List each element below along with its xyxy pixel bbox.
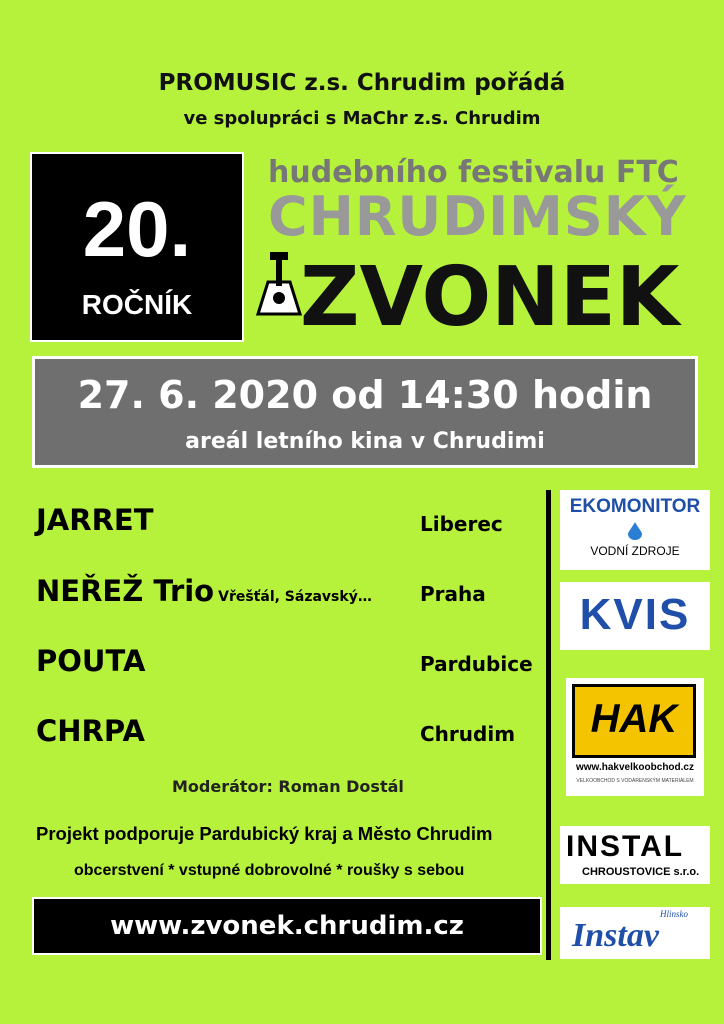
water-drop-icon	[628, 522, 642, 540]
organizer-text: PROMUSIC z.s. Chrudim pořádá	[158, 70, 566, 96]
edition-box	[30, 152, 244, 342]
band-city: Liberec	[420, 512, 503, 536]
band-name: NEŘEŽ Trio Vřešťál, Sázavský…	[36, 574, 372, 608]
instav-small: Hlinsko	[660, 909, 688, 919]
event-date: 27. 6. 2020 od 14:30 hodin	[77, 373, 653, 417]
kvis-name: KVIS	[579, 590, 691, 639]
sponsor-hak-logo	[566, 678, 704, 796]
festival-name-line2: ZVONEK	[300, 250, 680, 345]
sponsor-instal-logo	[560, 826, 710, 884]
band-city: Praha	[420, 582, 486, 606]
ekomonitor-sub: VODNÍ ZDROJE	[590, 544, 680, 558]
instal-name: INSTAL	[566, 830, 685, 863]
edition-number: 20.	[82, 185, 192, 273]
band-city: Chrudim	[420, 722, 516, 746]
website-box[interactable]	[32, 897, 542, 955]
band-name: POUTA	[36, 644, 146, 678]
ekomonitor-name: EKOMONITOR	[569, 496, 701, 517]
date-box	[32, 356, 698, 468]
sponsor-instav-logo	[560, 907, 710, 959]
festival-name-line1: CHRUDIMSKÝ	[268, 185, 687, 248]
cooperation-text: ve spolupráci s MaChr z.s. Chrudim	[183, 108, 541, 129]
hak-name: HAK	[590, 697, 678, 741]
hak-badge	[572, 684, 696, 758]
info-text: obcerstvení * vstupné dobrovolné * roušky s sebou	[74, 862, 465, 879]
festival-subtitle: hudebního festivalu FTC	[268, 155, 679, 190]
instav-name: Instav	[572, 917, 659, 954]
hak-url: www.hakvelkoobchod.cz	[576, 762, 694, 773]
band-name: JARRET	[36, 503, 154, 537]
website-link[interactable]: www.zvonek.chrudim.cz	[110, 911, 464, 941]
band-name: CHRPA	[36, 714, 145, 748]
band-note: Vřešťál, Sázavský…	[218, 589, 372, 605]
support-text: Projekt podporuje Pardubický kraj a Město Chrudim	[36, 823, 493, 844]
event-venue: areál letního kina v Chrudimi	[185, 429, 545, 454]
instal-sub: CHROUSTOVICE s.r.o.	[582, 866, 700, 878]
band-city: Pardubice	[420, 652, 533, 676]
sponsor-kvis-logo	[560, 582, 710, 650]
divider-line	[546, 490, 551, 960]
sponsor-ekomonitor-logo	[560, 490, 710, 570]
edition-label: ROČNÍK	[81, 289, 193, 320]
moderator-text: Moderátor: Roman Dostál	[172, 777, 404, 796]
hak-sub: VELKOOBCHOD S VODÁRENSKÝM MATERIÁLEM	[576, 778, 694, 784]
